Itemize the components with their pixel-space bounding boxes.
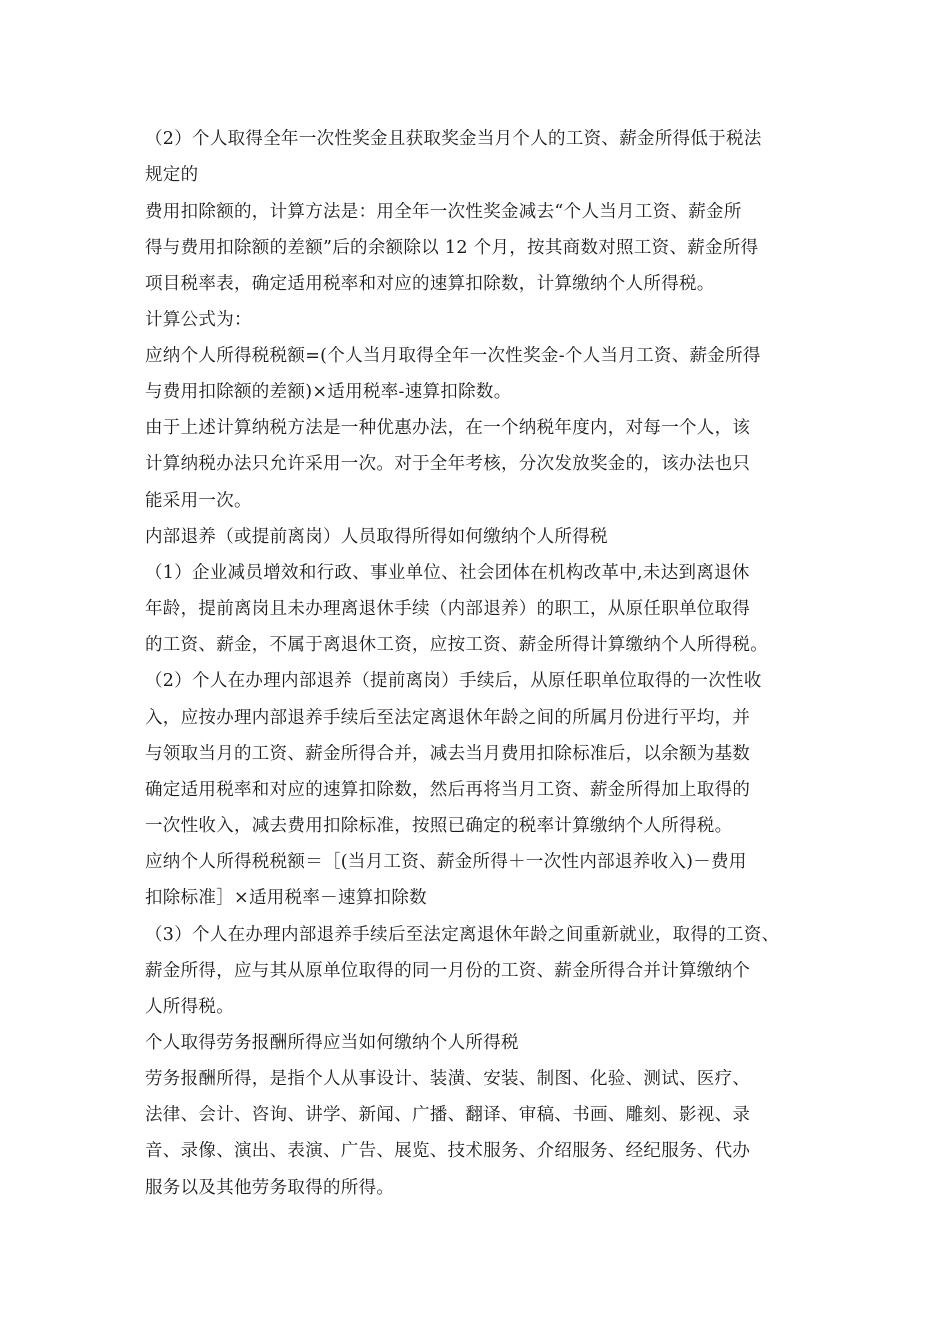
text-line: 薪金所得，应与其从原单位取得的同一月份的工资、薪金所得合并计算缴纳个 <box>145 961 751 981</box>
text-line: 规定的 <box>145 165 199 185</box>
text-line: 项目税率表，确定适用税率和对应的速算扣除数，计算缴纳个人所得税。 <box>145 274 715 294</box>
text-line: 费用扣除额的，计算方法是：用全年一次性奖金减去“个人当月工资、薪金所 <box>145 202 742 222</box>
text-line: 与费用扣除额的差额)×适用税率-速算扣除数。 <box>145 382 512 402</box>
text-line: 法律、会计、咨询、讲学、新闻、广播、翻译、审稿、书画、雕刻、影视、录 <box>145 1105 751 1125</box>
text-line: 音、录像、演出、表演、广告、展览、技术服务、介绍服务、经纪服务、代办 <box>145 1141 751 1161</box>
text-line: 年龄，提前离岗且未办理离退休手续（内部退养）的职工，从原任职单位取得 <box>145 599 751 619</box>
section-heading: 内部退养（或提前离岗）人员取得所得如何缴纳个人所得税 <box>145 527 608 547</box>
text-line: 得与费用扣除额的差额”后的余额除以 12 个月，按其商数对照工资、薪金所得 <box>145 238 759 258</box>
text-line: 与领取当月的工资、薪金所得合并，减去当月费用扣除标准后，以余额为基数 <box>145 744 751 764</box>
text-line: 扣除标准］×适用税率－速算扣除数 <box>145 888 427 908</box>
section-heading: 个人取得劳务报酬所得应当如何缴纳个人所得税 <box>145 1033 519 1053</box>
text-line: 计算纳税办法只允许采用一次。对于全年考核，分次发放奖金的，该办法也只 <box>145 454 751 474</box>
text-line: （3）个人在办理内部退养手续后至法定离退休年龄之间重新就业，取得的工资、 <box>145 925 780 945</box>
text-line: 入，应按办理内部退养手续后至法定离退休年龄之间的所属月份进行平均，并 <box>145 708 751 728</box>
text-line: （2）个人在办理内部退养（提前离岗）手续后，从原任职单位取得的一次性收 <box>145 671 762 691</box>
text-line: 能采用一次。 <box>145 491 252 511</box>
text-line: 由于上述计算纳税方法是一种优惠办法，在一个纳税年度内，对每一个人，该 <box>145 418 751 438</box>
text-line: （1）企业减员增效和行政、事业单位、社会团体在机构改革中,未达到离退休 <box>145 563 750 583</box>
text-line: （2）个人取得全年一次性奖金且获取奖金当月个人的工资、薪金所得低于税法 <box>145 129 762 149</box>
text-line: 计算公式为： <box>145 310 252 330</box>
text-line: 应纳个人所得税税额=(个人当月取得全年一次性奖金-个人当月工资、薪金所得 <box>145 346 761 366</box>
text-line: 一次性收入，减去费用扣除标准，按照已确定的税率计算缴纳个人所得税。 <box>145 816 733 836</box>
text-line: 服务以及其他劳务取得的所得。 <box>145 1178 395 1198</box>
text-line: 劳务报酬所得，是指个人从事设计、装潢、安装、制图、化验、测试、医疗、 <box>145 1069 751 1089</box>
text-line: 应纳个人所得税税额＝［(当月工资、薪金所得＋一次性内部退养收入)－费用 <box>145 852 747 872</box>
text-line: 人所得税。 <box>145 997 234 1017</box>
text-line: 的工资、薪金，不属于离退休工资，应按工资、薪金所得计算缴纳个人所得税。 <box>145 635 768 655</box>
text-line: 确定适用税率和对应的速算扣除数，然后再将当月工资、薪金所得加上取得的 <box>145 780 751 800</box>
